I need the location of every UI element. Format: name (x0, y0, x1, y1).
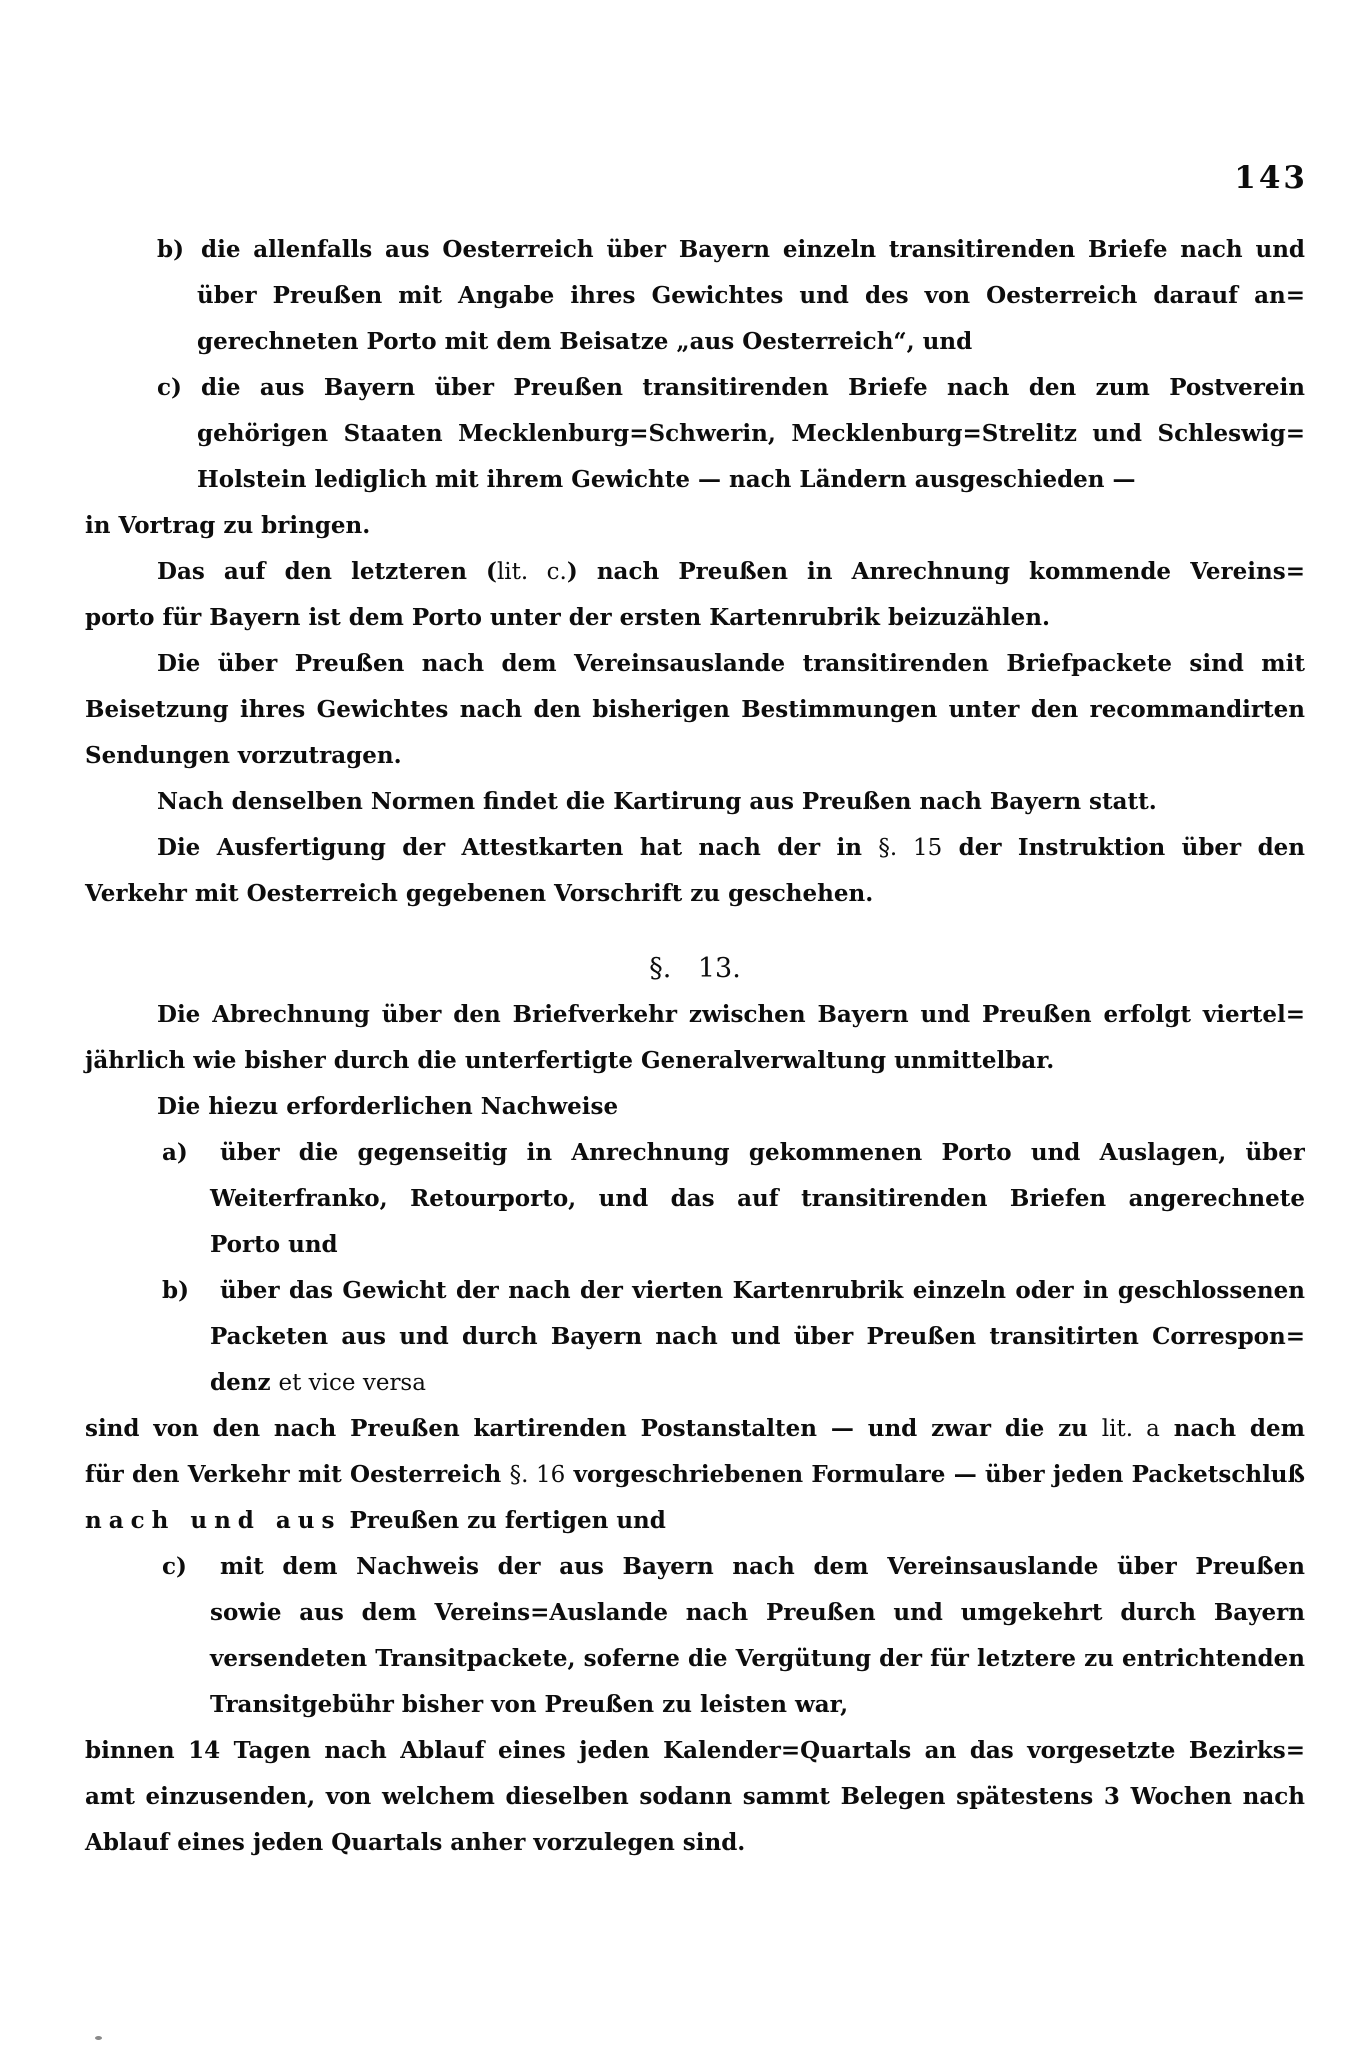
text-line (85, 227, 1305, 273)
text-line (85, 1406, 1305, 1452)
text-segment: amt einzusenden, von welchem dieselben sodann sammt Belegen spätestens 3 Wochen nach (85, 1783, 1305, 1810)
text-segment: die aus Bayern über Preußen transitirenden Briefe nach den zum Postverein (201, 374, 1305, 401)
scan-artifact (95, 2036, 102, 2040)
text-segment: Die Ausfertigung der Attestkarten hat nach der in (157, 834, 879, 861)
text-segment: Transitgebühr bisher von Preußen zu leisten war, (210, 1691, 849, 1718)
text-line (85, 1268, 1305, 1314)
text-line (85, 825, 1305, 871)
text-segment: über Preußen mit Angabe ihres Gewichtes und des von Oesterreich darauf an= (197, 282, 1305, 309)
text-segment: lit. c. (496, 559, 567, 585)
list-marker: c) (157, 374, 182, 401)
text-segment: Das auf den letzteren ( (157, 558, 497, 585)
text-line (85, 1544, 1305, 1590)
page-number: 143 (1234, 160, 1308, 196)
text-segment: für den Verkehr mit Oesterreich (85, 1461, 510, 1488)
text-segment: der Instruktion über den (942, 834, 1305, 861)
text-segment: Packeten aus und durch Bayern nach und über Preußen transitirten Correspon= (210, 1323, 1305, 1350)
text-segment: Holstein lediglich mit ihrem Gewichte — nach Ländern ausgeschieden — (197, 466, 1136, 493)
text-line (85, 549, 1305, 595)
text-segment: Die Abrechnung über den Briefverkehr zwischen Bayern und Preußen erfolgt viertel= (157, 1001, 1305, 1028)
text-line (85, 1774, 1305, 1820)
section-heading (85, 946, 1305, 992)
text-segment: Porto und (210, 1231, 338, 1258)
text-line (85, 1498, 1305, 1544)
text-segment: Nach denselben Normen findet die Kartirung aus Preußen nach Bayern statt. (157, 788, 1157, 815)
text-segment: §. 16 (509, 1462, 566, 1488)
text-line (85, 1130, 1305, 1176)
text-line (85, 1314, 1305, 1360)
list-marker: c) (162, 1553, 187, 1580)
text-segment: §. 15 (878, 835, 943, 861)
text-line (85, 1728, 1305, 1774)
text-segment: nach und aus (85, 1507, 342, 1534)
text-line (85, 457, 1305, 503)
text-line (85, 411, 1305, 457)
text-segment: jährlich wie bisher durch die unterfertigte Generalverwaltung unmittelbar. (85, 1047, 1055, 1074)
text-segment: in Vortrag zu bringen. (85, 512, 371, 539)
text-line (85, 1038, 1305, 1084)
text-line (85, 365, 1305, 411)
text-line (85, 641, 1305, 687)
text-segment: et vice versa (278, 1370, 426, 1396)
text-segment: Verkehr mit Oesterreich gegebenen Vorschrift zu geschehen. (85, 880, 874, 907)
text-line (85, 319, 1305, 365)
text-segment: denz (210, 1369, 279, 1396)
text-segment: ) nach Preußen in Anrechnung kommende Vereins= (566, 558, 1305, 585)
text-segment: vorgeschriebenen Formulare — über jeden Packetschluß (565, 1461, 1305, 1488)
text-line (85, 992, 1305, 1038)
text-segment: gehörigen Staaten Mecklenburg=Schwerin, Mecklenburg=Strelitz und Schleswig= (197, 420, 1305, 447)
text-line (85, 1820, 1305, 1866)
text-segment: Ablauf eines jeden Quartals anher vorzulegen sind. (85, 1829, 746, 1856)
text-line (85, 273, 1305, 319)
text-segment: Die über Preußen nach dem Vereinsauslande transitirenden Briefpackete sind mit (157, 650, 1305, 677)
text-segment: §. 13. (649, 953, 741, 984)
text-segment: Beisetzung ihres Gewichtes nach den bisherigen Bestimmungen unter den recommandirten (85, 696, 1305, 723)
list-marker: b) (157, 236, 184, 263)
text-segment: binnen 14 Tagen nach Ablauf eines jeden Kalender=Quartals an das vorgesetzte Bezirks= (85, 1737, 1305, 1764)
text-line (85, 687, 1305, 733)
text-segment: versendeten Transitpackete, soferne die Vergütung der für letztere zu entrichtenden (210, 1645, 1305, 1672)
text-segment: sind von den nach Preußen kartirenden Postanstalten — und zwar die zu (85, 1415, 1102, 1442)
text-segment: die allenfalls aus Oesterreich über Bayern einzeln transitirenden Briefe nach und (201, 236, 1305, 263)
text-segment: lit. a (1101, 1416, 1160, 1442)
text-line (85, 1682, 1305, 1728)
text-line (85, 1084, 1305, 1130)
text-segment: porto für Bayern ist dem Porto unter der ersten Kartenrubrik beizuzählen. (85, 604, 1051, 631)
text-segment: mit dem Nachweis der aus Bayern nach dem Vereinsauslande über Preußen (220, 1553, 1305, 1580)
text-line (85, 779, 1305, 825)
text-segment: über das Gewicht der nach der vierten Kartenrubrik einzeln oder in geschlossenen (220, 1277, 1305, 1304)
text-line (85, 1636, 1305, 1682)
text-line (85, 1360, 1305, 1406)
list-marker: a) (162, 1139, 188, 1166)
text-segment: gerechneten Porto mit dem Beisatze „aus Oesterreich“, und (197, 328, 973, 355)
text-block (85, 227, 1305, 1866)
text-line (85, 733, 1305, 779)
text-segment: sowie aus dem Vereins=Auslande nach Preußen und umgekehrt durch Bayern (210, 1599, 1305, 1626)
list-marker: b) (162, 1277, 189, 1304)
text-segment: Die hiezu erforderlichen Nachweise (157, 1093, 619, 1120)
text-segment: Preußen zu fertigen und (341, 1507, 666, 1534)
text-line (85, 503, 1305, 549)
text-segment: über die gegenseitig in Anrechnung gekommenen Porto und Auslagen, über (220, 1139, 1305, 1166)
text-line (85, 871, 1305, 917)
text-segment: Sendungen vorzutragen. (85, 742, 402, 769)
text-line (85, 1176, 1305, 1222)
text-segment: Weiterfranko, Retourporto, und das auf transitirenden Briefen angerechnete (210, 1185, 1305, 1212)
text-segment: nach dem (1159, 1415, 1305, 1442)
text-line (85, 1452, 1305, 1498)
text-line (85, 1590, 1305, 1636)
text-line (85, 1222, 1305, 1268)
text-line (85, 595, 1305, 641)
